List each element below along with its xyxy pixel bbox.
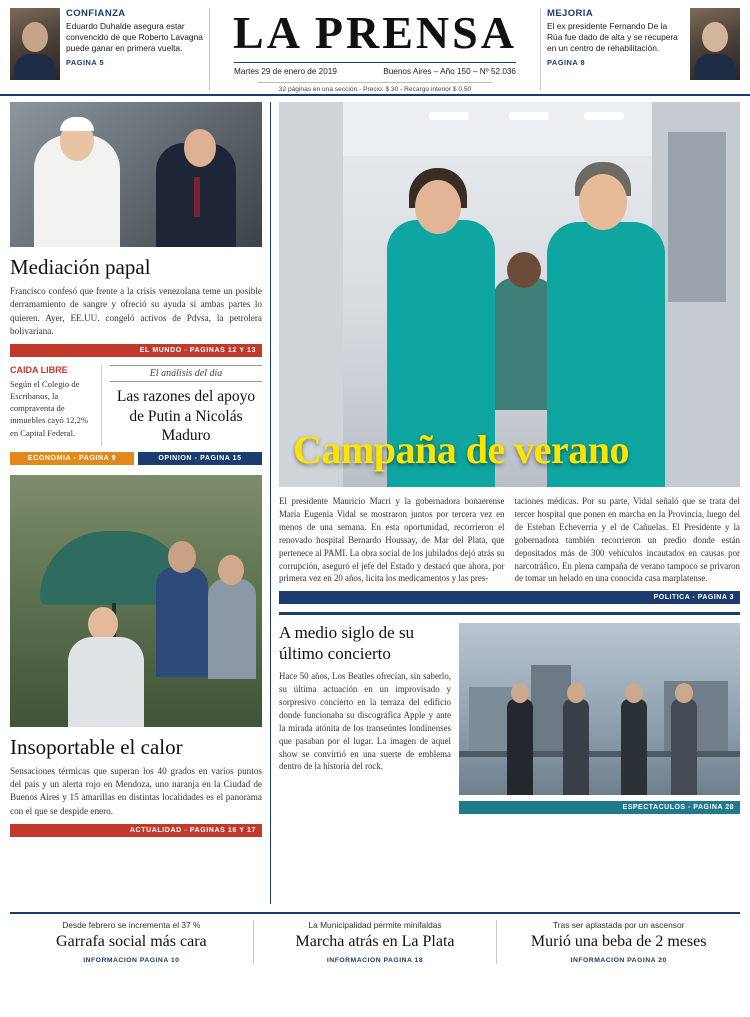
top-teaser-right[interactable] xyxy=(540,8,740,90)
article-beatles xyxy=(279,612,740,814)
main-content xyxy=(0,96,750,904)
bottom-teaser-2[interactable] xyxy=(253,920,497,964)
photo-pope-francis xyxy=(10,102,262,247)
photo-beatles-rooftop xyxy=(459,623,740,795)
article-caida-libre[interactable] xyxy=(10,365,102,445)
article-body-mediacion-papal: Francisco confesó que frente a la crisis venezolana teme un posible derramamiento de sangre y ofreció su ayuda si ambas partes lo quieren. Ayer, EE.UU. congeló activos de Pdvsa, la petrolera bolivariana. xyxy=(10,286,262,337)
top-bar xyxy=(0,0,750,96)
right-column xyxy=(270,102,740,904)
article-analisis-del-dia[interactable] xyxy=(110,365,262,445)
bottom-title-1: Garrafa social más cara xyxy=(56,933,207,950)
section-tag-row xyxy=(10,452,262,465)
section-tag-el-mundo[interactable]: EL MUNDO - PAGINAS 12 Y 13 xyxy=(10,344,262,357)
article-title-mediacion-papal[interactable]: Mediación papal xyxy=(10,255,151,279)
bottom-teaser-strip xyxy=(10,912,740,964)
bottom-page-1: INFORMACION PAGINA 10 xyxy=(83,957,180,964)
left-column xyxy=(10,102,262,904)
photo-heat-wave xyxy=(10,475,262,727)
bottom-kicker-3: Tras ser aplastada por un ascensor xyxy=(552,920,685,930)
teaser-kicker-left: CONFIANZA xyxy=(66,8,126,19)
masthead-place: Buenos Aires – Año 150 – Nº 52.036 xyxy=(383,67,516,76)
bottom-title-2: Marcha atrás en La Plata xyxy=(295,933,455,950)
section-tag-opinion[interactable]: OPINION - PAGINA 15 xyxy=(138,452,262,465)
page-title: LA PRENSA xyxy=(233,7,517,58)
teaser-photo-duhalde xyxy=(10,8,60,80)
bottom-teaser-3[interactable] xyxy=(496,920,740,964)
article-body-insoportable-calor: Sensaciones térmicas que superan los 40 grados en varios puntos del país y un alerta rojo en Mendoza, uno naranja en la Ciudad de Buenos Aires y 15 amarillas en distintas localidades es el panorama con el que se despide enero. xyxy=(10,765,262,816)
bottom-kicker-2: La Municipalidad permite minifaldas xyxy=(308,920,442,930)
hero-headline: Campaña de verano xyxy=(293,427,629,472)
teaser-kicker-right: MEJORIA xyxy=(547,8,594,19)
top-teaser-left[interactable] xyxy=(10,8,210,90)
masthead-rule xyxy=(234,62,516,63)
teaser-body-left: Eduardo Duhalde asegura estar convencido de que Roberto Lavagna puede ganar en primera vuelta. xyxy=(66,21,203,54)
eyebrow-analisis: El análisis del día xyxy=(110,365,262,382)
hero-body xyxy=(279,495,740,585)
teaser-page-right: PAGINA 8 xyxy=(547,58,586,68)
body-caida-libre: Según el Colegio de Escribanos, la compraventa de inmuebles cayó 12,2% en Capital Federal. xyxy=(10,379,89,438)
hero-body-col1: El presidente Mauricio Macri y la gobernadora bonaerense María Eugenia Vidal se mostraron juntos por tercera vez en menos de una semana. En esta oportunidad, recorrieron el renovado hospital Bernardo Houssay, de Mar del Plata, que pertenece al PAMI. La obra social de los jubilados dejó atrás su corrupción, aseguró el jefe del Estado y destacó que ahora, por primera vez en 20 años, licita los medicamentos y las pres- xyxy=(279,496,505,584)
masthead-date: Martes 29 de enero de 2019 xyxy=(234,67,337,76)
teaser-body-right: El ex presidente Fernando De la Rúa fue dado de alta y se recupera en un centro de rehabilitación. xyxy=(547,21,678,54)
article-title-insoportable-calor[interactable]: Insoportable el calor xyxy=(10,734,183,759)
article-title-beatles[interactable]: A medio siglo de su último concierto xyxy=(279,623,415,663)
teaser-page-left: PAGINA 5 xyxy=(66,58,105,68)
kicker-caida-libre: CAIDA LIBRE xyxy=(10,365,68,376)
section-tag-actualidad[interactable]: ACTUALIDAD - PAGINAS 16 Y 17 xyxy=(10,824,262,837)
article-body-beatles: Hace 50 años, Los Beatles ofrecían, sin saberlo, su última actuación en un improvisado y sorpresivo concierto en la terraza del edificio donde funcionaba su discográfica Apple y ante la mirada atónita de los transeúntes londinenses que pasaban por el lugar. La imagen de aquel show se convirtió en una suerte de emblema dentro de la historia del rock. xyxy=(279,671,451,772)
photo-macri-vidal-hospital xyxy=(279,102,740,487)
masthead-subline: 32 páginas en una sección - Precio: $ 30 - Recargo interior $ 0,50 xyxy=(258,82,492,93)
teaser-photo-delarua xyxy=(690,8,740,80)
section-tag-espectaculos[interactable]: ESPECTACULOS - PAGINA 28 xyxy=(459,801,740,814)
bottom-page-3: INFORMACION PAGINA 20 xyxy=(570,957,667,964)
title-analisis: Las razones del apoyo de Putin a Nicolás Maduro xyxy=(116,388,256,445)
secondary-row xyxy=(10,365,262,445)
bottom-page-2: INFORMACION PAGINA 18 xyxy=(326,957,424,964)
masthead xyxy=(210,7,540,93)
section-tag-economia[interactable]: ECONOMIA - PAGINA 9 xyxy=(10,452,134,465)
bottom-title-3: Murió una beba de 2 meses xyxy=(530,933,707,950)
bottom-teaser-1[interactable] xyxy=(10,920,253,964)
hero-body-col2: taciones médicas. Por su parte, Vidal señaló que se trata del tercer hospital que ponen en marcha en la Provincia, luego del de Esteban Echeverría y el de Cañuelas. El Presidente y la gobernadora también recorrieron un predio donde están depositados más de 300 vehículos incautados en causas por narcotráfico. En plena campaña de verano tampoco se privaron de tomar un helado en una conocida casa marplatense. xyxy=(514,496,740,584)
bottom-kicker-1: Desde febrero se incrementa el 37 % xyxy=(62,920,201,930)
section-tag-politica[interactable]: POLITICA - PAGINA 3 xyxy=(279,591,740,604)
